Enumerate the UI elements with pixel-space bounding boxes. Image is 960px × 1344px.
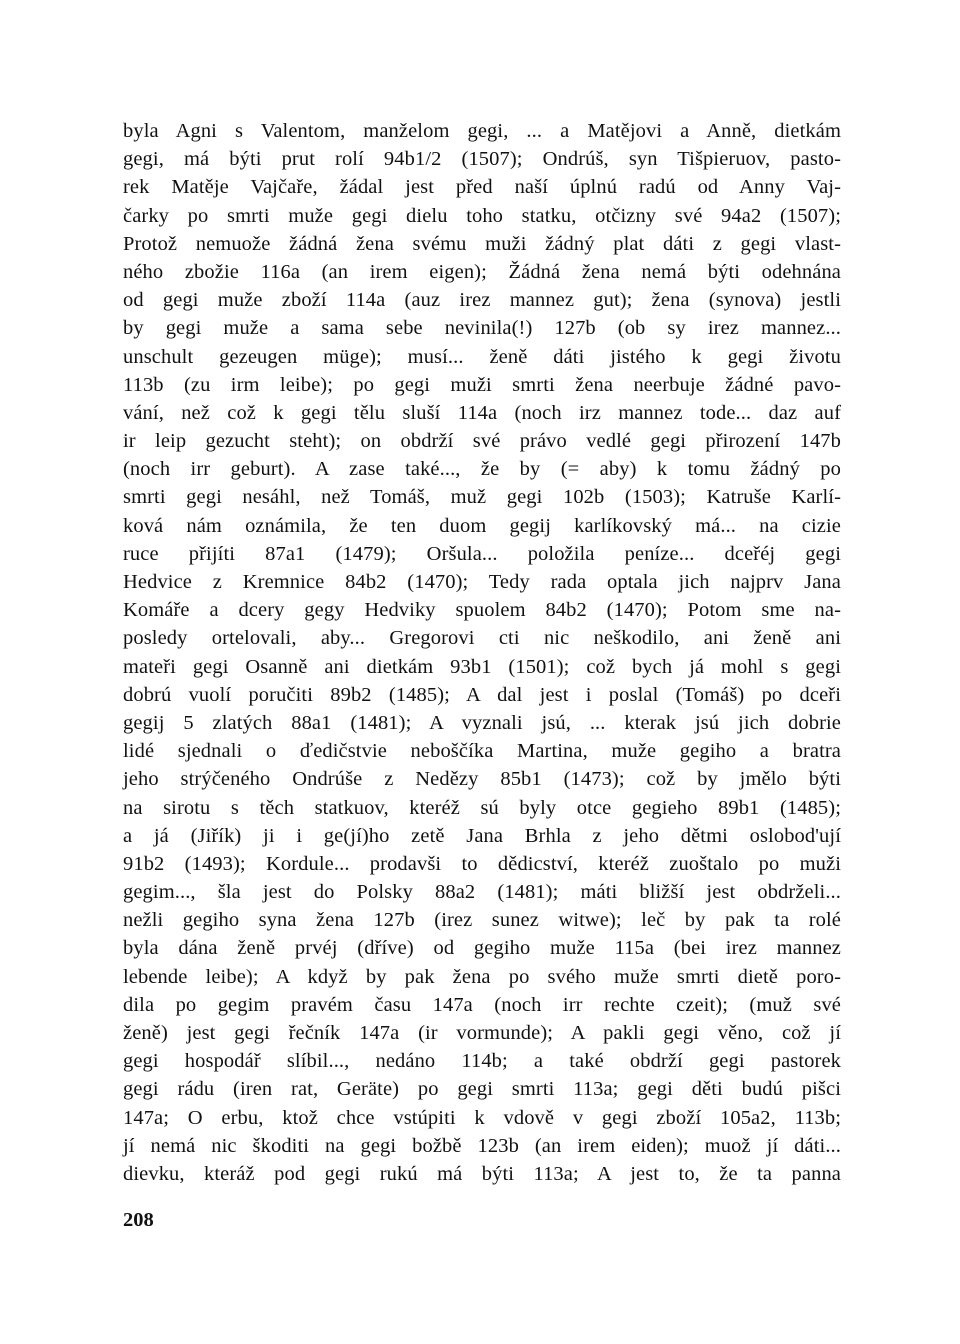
text-line: lebende leibe); A když by pak žena po svého muže smrti dietě poro- xyxy=(123,965,841,988)
text-line: unschult gezeugen müge); musí... ženě dáti jistého k gegi životu xyxy=(123,345,841,368)
text-line: a já (Jiřík) ji i ge(jí)ho zetě Jana Brhla z jeho dětmi oslobod'ují xyxy=(123,824,841,847)
text-line: jeho strýčeného Ondrúše z Nedězy 85b1 (1473); což by jmělo býti xyxy=(123,768,841,791)
text-line: vání, než což k gegi tělu sluší 114a (noch irz mannez tode... daz auf xyxy=(123,401,841,424)
text-line: dobrú vuolí poručiti 89b2 (1485); A dal jest i poslal (Tomáš) po dceři xyxy=(123,683,841,706)
text-line: Hedvice z Kremnice 84b2 (1470); Tedy rada optala jich najprv Jana xyxy=(123,571,841,593)
text-line: byla dána ženě prvéj (dříve) od gegiho muže 115a (bei irez mannez xyxy=(123,937,841,960)
text-line: nežli gegiho syna žena 127b (irez sunez witwe); leč by pak ta rolé xyxy=(123,909,841,932)
text-line: by gegi muže a sama sebe nevinila(!) 127b (ob sy irez mannez... xyxy=(123,317,841,340)
text-line: Protož nemuože žádná žena svému muži žádný plat dáti z gegi vlast- xyxy=(123,232,841,255)
text-line: ného zbožie 116a (an irem eigen); Žádná žena nemá býti odehnána xyxy=(123,260,841,283)
text-line: ruce přijíti 87a1 (1479); Oršula... položila peníze... dceřéj gegi xyxy=(123,542,841,565)
text-line: na sirotu s těch statkuov, kteréž sú byly otce gegieho 89b1 (1485); xyxy=(123,796,841,819)
text-line: gegi, má býti prut rolí 94b1/2 (1507); Ondrúš, syn Tišpieruov, pasto- xyxy=(123,148,841,171)
text-line: (noch irr geburt). A zase také..., že by (= aby) k tomu žádný po xyxy=(123,458,841,481)
text-line: 113b (zu irm leibe); po gegi muži smrti žena neerbuje žádné pavo- xyxy=(123,373,841,396)
text-line: lidé sjednali o ďedičstvie neboščíka Martina, muže gegiho a bratra xyxy=(123,740,841,763)
text-line: gegi rádu (iren rat, Geräte) po gegi smrti 113a; gegi děti budú pišci xyxy=(123,1078,841,1101)
text-line: byla Agni s Valentom, manželom gegi, ... a Matějovi a Anně, dietkám xyxy=(123,120,841,142)
page-number: 208 xyxy=(123,1209,154,1231)
text-line: dila po gegim pravém času 147a (noch irr rechte czeit); (muž své xyxy=(123,993,841,1016)
text-line: Komáře a dcery gegy Hedviky spuolem 84b2 (1470); Potom sme na- xyxy=(123,599,841,622)
text-line: 147a; O erbu, ktož chce vstúpiti k vdově v gegi zboží 105a2, 113b; xyxy=(123,1106,841,1129)
text-line: čarky po smrti muže gegi dielu toho statku, otčizny své 94a2 (1507); xyxy=(123,204,841,227)
text-line xyxy=(123,1188,841,1216)
text-line: jí nemá nic škoditi na gegi božbě 123b (an irem eiden); muož jí dáti... xyxy=(123,1134,841,1157)
text-line: ženě) jest gegi řečník 147a (ir vormunde); A pakli gegi věno, což jí xyxy=(123,1022,841,1044)
body-text xyxy=(123,117,841,1216)
text-line: gegij 5 zlatých 88a1 (1481); A vyznali jsú, ... kterak jsú jich dobrie xyxy=(123,711,841,734)
text-line: od gegi muže zboží 114a (auz irez mannez gut); žena (synova) jestli xyxy=(123,289,841,312)
text-line: 91b2 (1493); Kordule... prodavši to dědicství, kteréž zuoštalo po muži xyxy=(123,852,841,875)
text-line: smrti gegi nesáhl, než Tomáš, muž gegi 102b (1503); Katruše Karlí- xyxy=(123,486,841,509)
text-line: dievku, kteráž pod gegi rukú má býti 113a; A jest to, že ta panna xyxy=(123,1162,841,1185)
text-line: mateři gegi Osanně ani dietkám 93b1 (1501); což bych já mohl s gegi xyxy=(123,655,841,678)
text-line: rek Matěje Vajčaře, žádal jest před naší úplnú radú od Anny Vaj- xyxy=(123,176,841,199)
text-line: gegim..., šla jest do Polsky 88a2 (1481); máti bližší jest obdrželi... xyxy=(123,881,841,904)
text-line: posledy ortelovali, aby... Gregorovi cti nic neškodilo, ani ženě ani xyxy=(123,627,841,650)
text-line: gegi hospodář slíbil..., nedáno 114b; a také obdrží gegi pastorek xyxy=(123,1050,841,1073)
text-line: ková nám oznámila, že ten duom gegij karlíkovský má... na cizie xyxy=(123,514,841,537)
text-line: ir leip gezucht steht); on obdrží své právo vedlé gegi přirození 147b xyxy=(123,430,841,453)
